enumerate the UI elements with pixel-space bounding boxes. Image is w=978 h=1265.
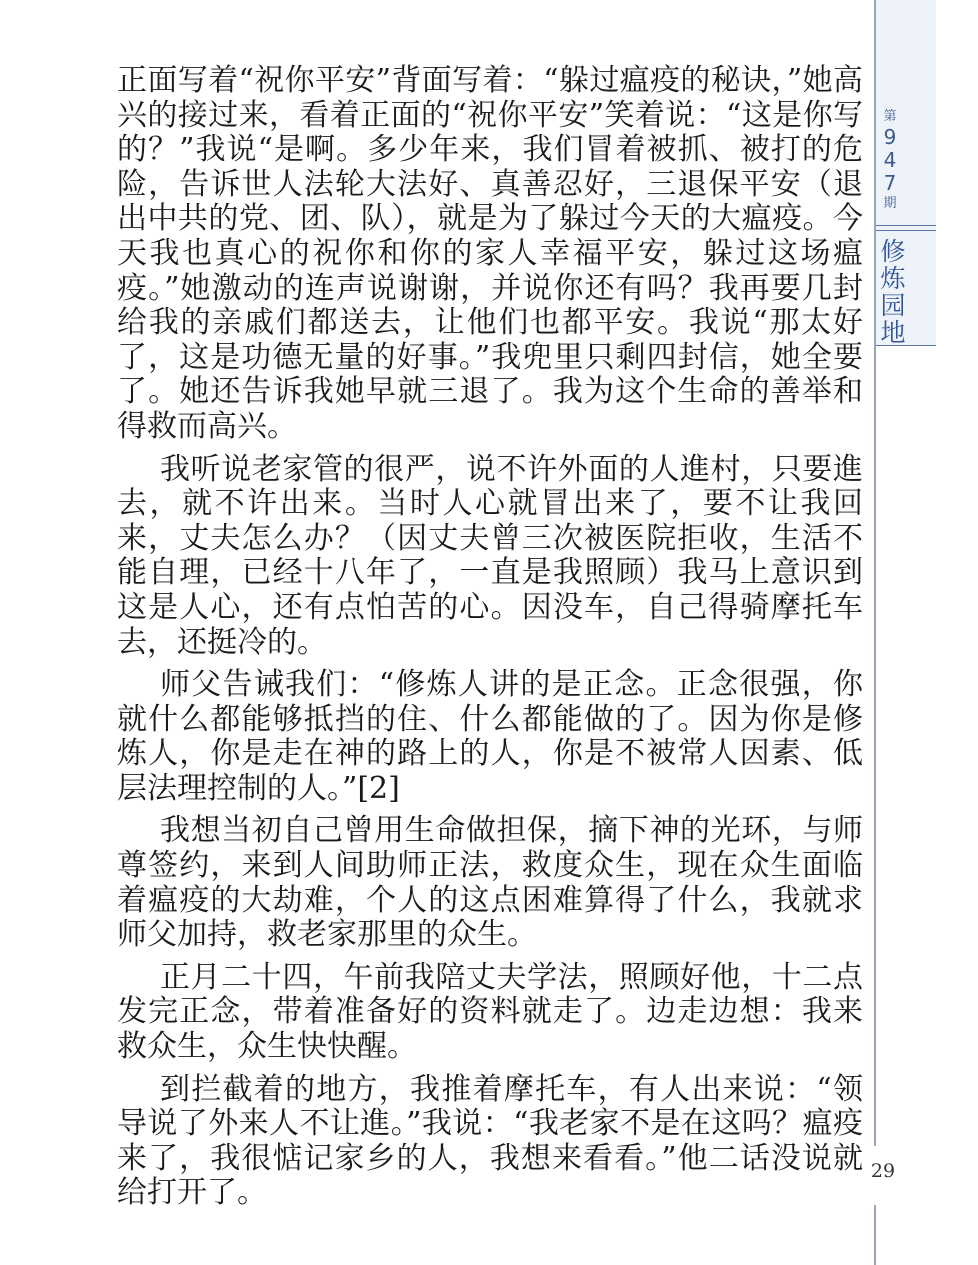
paragraph: 正面写着“祝你平安”背面写着：“躲过瘟疫的秘诀，”她高兴的接过来，看着正面的“祝你平安”笑着说：“这是你写的？”我说“是啊。多少年来，我们冒着被抓、被打的危险，告诉世人法轮大法好、真善忍好，三退保平安（退出中共的党、团、队），就是为了躲过今天的大瘟疫。今天我也真心的祝你和你的家人幸福平安，躲过这场瘟疫。”她激动的连声说谢谢，并说你还有吗？我再要几封给我的亲戚们都送去，让他们也都平安。我说“那太好了，这是功德无量的好事。”我兜里只剩四封信，她全要了。她还告诉我她早就三退了。我为这个生命的善举和得救而高兴。 — [117, 63, 863, 444]
paragraph: 我听说老家管的很严，说不许外面的人進村，只要進去，就不许出来。当时人心就冒出来了，要不让我回来，丈夫怎么办？（因丈夫曾三次被医院拒收，生活不能自理，已经十八年了，一直是我照顾）我马上意识到这是人心，还有点怕苦的心。因没车，自己得骑摩托车去，还挺冷的。 — [117, 451, 863, 660]
issue-digit: 4 — [883, 148, 897, 172]
paragraph: 师父告诫我们：“修炼人讲的是正念。正念很强，你就什么都能够抵挡的住、什么都能做的了。因为你是修炼人，你是走在神的路上的人，你是不被常人因素、低层法理控制的人。”[2] — [117, 667, 863, 806]
column-title-char: 园 — [880, 291, 906, 320]
article-body — [117, 64, 863, 1219]
column-title-char: 地 — [880, 318, 906, 347]
issue-digit: 7 — [883, 171, 897, 195]
sidebar-divider — [876, 225, 936, 226]
right-margin-rule-lower — [874, 1205, 876, 1265]
issue-prefix: 第 — [883, 109, 897, 124]
column-title-char: 修 — [880, 237, 906, 266]
sidebar-divider — [876, 230, 936, 231]
column-title-char: 炼 — [880, 264, 906, 293]
paragraph: 正月二十四，午前我陪丈夫学法，照顾好他，十二点发完正念，带着准备好的资料就走了。边走边想：我来救众生，众生快快醒。 — [117, 959, 863, 1065]
paragraph: 到拦截着的地方，我推着摩托车，有人出来说：“领导说了外来人不让進。”我说：“我老家不是在这吗？瘟疫来了，我很惦记家乡的人，我想来看看。”他二话没说就给打开了。 — [117, 1071, 863, 1211]
issue-digit: 9 — [883, 125, 897, 149]
paragraph: 我想当初自己曾用生命做担保，摘下神的光环，与师尊签约，来到人间助师正法，救度众生，现在众生面临着瘟疫的大劫难，个人的这点困难算得了什么，我就求师父加持，救老家那里的众生。 — [117, 813, 863, 953]
issue-number — [876, 108, 904, 213]
issue-suffix: 期 — [883, 196, 897, 211]
column-title — [878, 238, 908, 346]
page-number: 29 — [870, 1160, 896, 1182]
